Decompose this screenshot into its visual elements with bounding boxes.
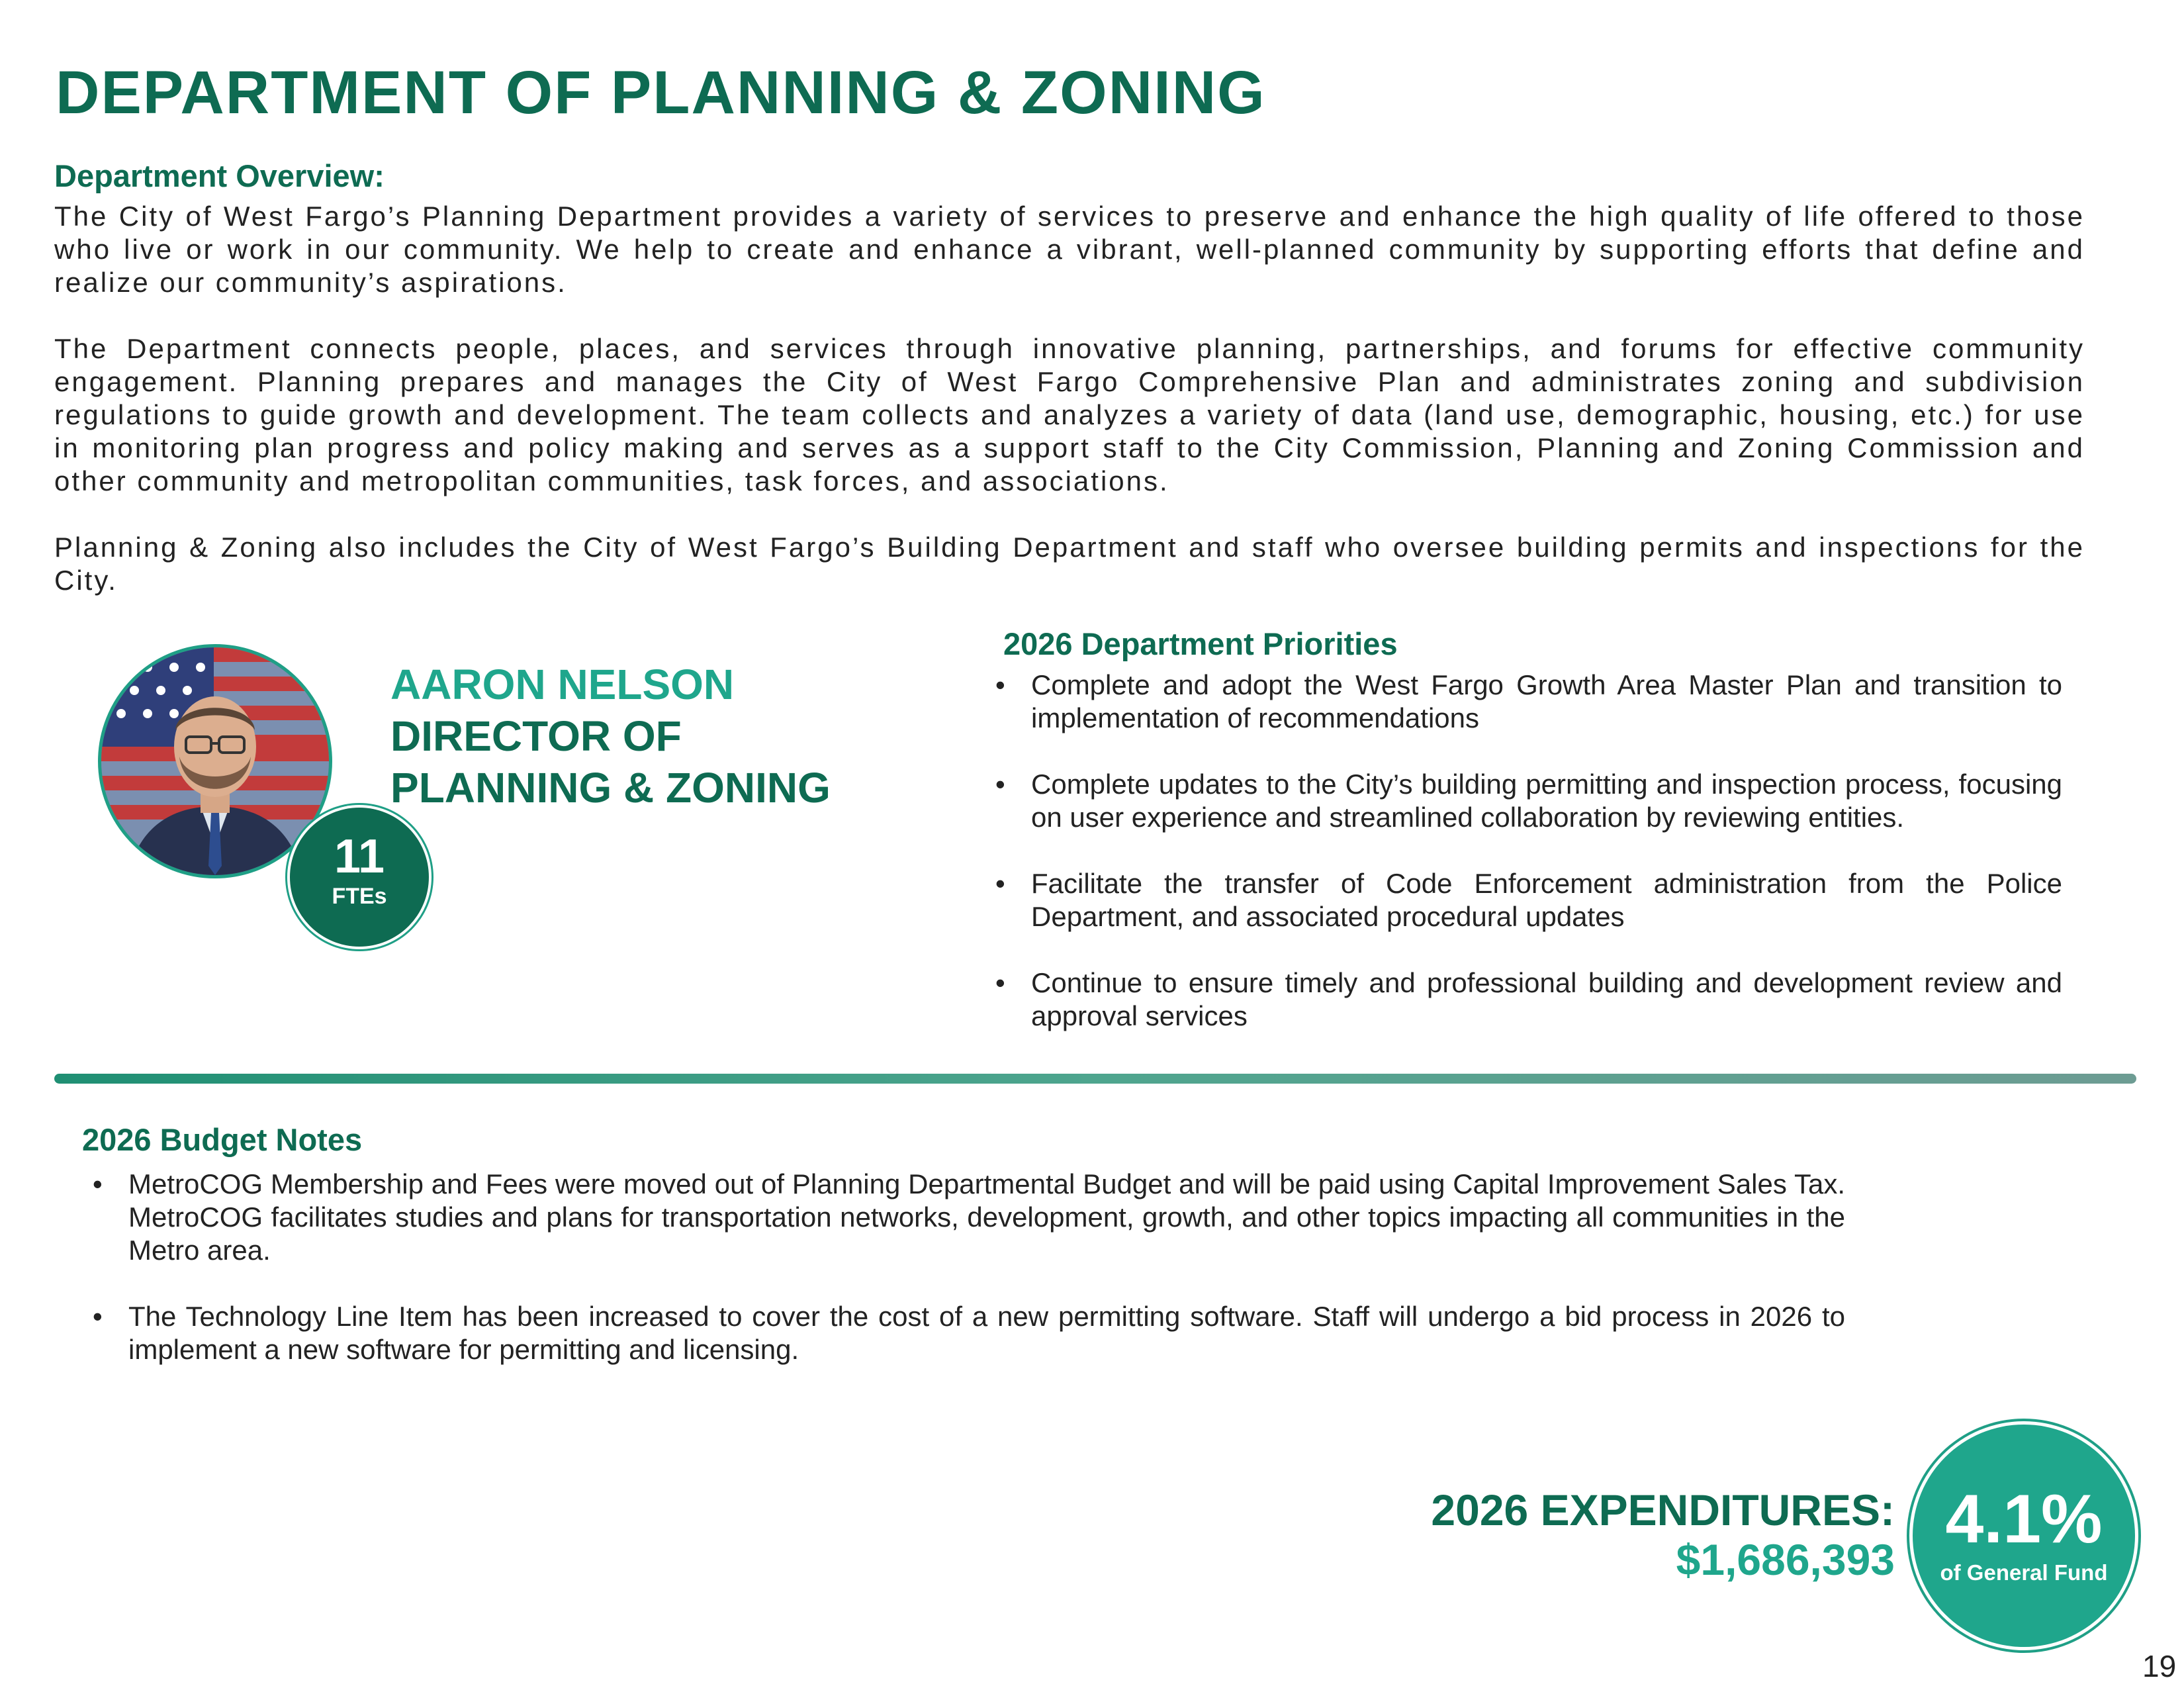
overview-heading: Department Overview: <box>54 158 385 193</box>
priorities-list <box>990 669 2062 1066</box>
priority-item: • Complete updates to the City’s building permitting and inspection process, focusing on user experience and streamlined collaboration by reviewing entities. <box>990 768 2062 834</box>
director-title <box>390 710 831 814</box>
director-title-line: DIRECTOR OF <box>390 712 682 760</box>
overview-paragraph: Planning & Zoning also includes the City of West Fargo’s Building Department and staff who oversee building permits and inspections for the City. <box>54 532 2085 596</box>
priority-item: • Complete and adopt the West Fargo Growth Area Master Plan and transition to implementation of recommendations <box>990 669 2062 735</box>
overview-paragraph: The Department connects people, places, and services through innovative planning, partnerships, and forums for effective community engagement. Planning prepares and manages the City of West Fargo Comprehensive Plan and administrates zoning and subdivision regulations to guide growth and development. The team collects and analyzes a variety of data (land use, demographic, housing, etc.) for use in monitoring plan progress and policy making and serves as a support staff to the City Commission, Planning and Zoning Commission and other community and metropolitan communities, task forces, and associations. <box>54 333 2085 496</box>
expenditures-value: $1,686,393 <box>1676 1535 1895 1584</box>
budget-note-item: • MetroCOG Membership and Fees were moved out of Planning Departmental Budget and will be paid using Capital Improvement Sales Tax. MetroCOG facilitates studies and plans for transportation networks, development, growth, and other topics impacting all communities in the Metro area. <box>87 1168 1845 1267</box>
general-fund-label: of General Fund <box>1940 1560 2108 1585</box>
budget-note-item: • The Technology Line Item has been increased to cover the cost of a new permitting software. Staff will undergo a bid process in 2026 to implement a new software for permitting and licensing. <box>87 1300 1845 1366</box>
page-number: 19 <box>2142 1649 2177 1683</box>
fte-count: 11 <box>334 830 385 883</box>
overview-paragraph: The City of West Fargo’s Planning Department provides a variety of services to preserve and enhance the high quality of life offered to those who live or work in our community. We help to create and enhance a vibrant, well-planned community by supporting efforts that define and realize our community’s aspirations. <box>54 201 2085 298</box>
priority-item: • Continue to ensure timely and professional building and development review and approval services <box>990 966 2062 1033</box>
budget-notes-list <box>87 1168 1845 1399</box>
fte-label: FTEs <box>332 884 387 909</box>
general-fund-badge <box>1913 1425 2135 1647</box>
priorities-heading: 2026 Department Priorities <box>1003 626 1398 661</box>
priority-item: • Facilitate the transfer of Code Enforcement administration from the Police Department, and associated procedural updates <box>990 867 2062 933</box>
overview-body <box>54 200 2085 597</box>
section-divider <box>54 1074 2136 1084</box>
director-name: AARON NELSON <box>390 661 735 708</box>
fte-badge <box>290 808 429 947</box>
budget-notes-heading: 2026 Budget Notes <box>82 1122 363 1157</box>
general-fund-percent: 4.1% <box>1945 1481 2103 1558</box>
page-title: DEPARTMENT OF PLANNING & ZONING <box>56 59 1266 126</box>
expenditures-label: 2026 EXPENDITURES: <box>1431 1485 1895 1534</box>
director-title-line: PLANNING & ZONING <box>390 764 831 812</box>
